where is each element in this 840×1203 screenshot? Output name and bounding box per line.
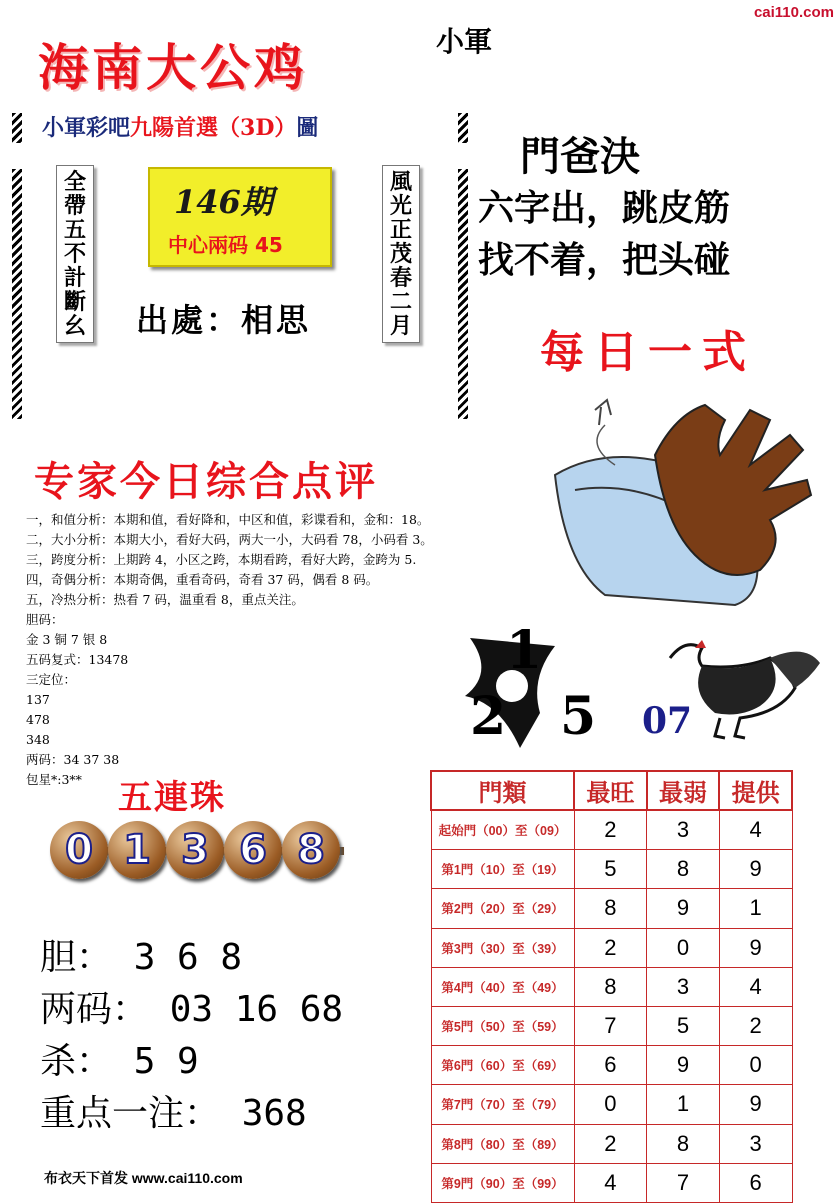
banner-title-highlight: 九陽首選（3D） bbox=[130, 115, 297, 141]
hot-value: 8 bbox=[574, 967, 647, 1006]
analysis-line: 五，冷热分析：热看 7 码，温重看 8，重点关注。 bbox=[26, 592, 304, 607]
table-row bbox=[431, 1085, 792, 1124]
zigzag-border bbox=[12, 169, 22, 419]
cold-value: 9 bbox=[647, 1046, 720, 1085]
logo-digit-1: 1 bbox=[506, 620, 543, 681]
summary-sha bbox=[40, 1036, 343, 1088]
analysis-line: 包星*:3** bbox=[26, 772, 82, 787]
hot-value: 4 bbox=[574, 1163, 647, 1202]
summary-dan bbox=[40, 932, 343, 984]
door-label: 第8門（80）至（89） bbox=[431, 1124, 574, 1163]
door-label: 第5門（50）至（59） bbox=[431, 1006, 574, 1045]
provide-value: 9 bbox=[719, 850, 792, 889]
analysis-line: 三，跨度分析：上期跨 4，小区之跨，本期看跨，看好大跨，金跨为 5. bbox=[26, 552, 417, 567]
provide-value: 4 bbox=[719, 967, 792, 1006]
provide-value: 1 bbox=[719, 889, 792, 928]
provide-value: 9 bbox=[719, 1085, 792, 1124]
poem-line-1: 六字出，跳皮筋 bbox=[478, 187, 731, 229]
cold-value: 8 bbox=[647, 1124, 720, 1163]
table-row bbox=[431, 1006, 792, 1045]
center-codes: 中心兩码 45 bbox=[168, 233, 283, 257]
table-header-row bbox=[431, 771, 792, 810]
analysis-line: 三定位： bbox=[26, 672, 77, 687]
table-row bbox=[431, 1163, 792, 1202]
door-label: 第7門（70）至（79） bbox=[431, 1085, 574, 1124]
provide-value: 2 bbox=[719, 1006, 792, 1045]
bead: 8 bbox=[282, 821, 340, 879]
table-row bbox=[431, 1124, 792, 1163]
analysis-line: 348 bbox=[26, 732, 50, 747]
provide-value: 3 bbox=[719, 1124, 792, 1163]
summary-block bbox=[40, 932, 343, 1140]
right-vertical-text: 風光正茂春二月 bbox=[382, 165, 420, 343]
door-table bbox=[430, 770, 793, 1203]
provide-value: 4 bbox=[719, 810, 792, 850]
table-row bbox=[431, 967, 792, 1006]
provide-value: 0 bbox=[719, 1046, 792, 1085]
analysis-line: 137 bbox=[26, 692, 50, 707]
bead: 0 bbox=[50, 821, 108, 879]
source-line: 出處：相思 bbox=[136, 301, 312, 339]
summary-liangma bbox=[40, 984, 343, 1036]
analysis-line: 478 bbox=[26, 712, 50, 727]
cold-value: 0 bbox=[647, 928, 720, 967]
site-url[interactable]: cai110.com bbox=[753, 4, 834, 21]
expert-title: 专家今日综合点评 bbox=[34, 458, 378, 505]
liangma-label: 两码： bbox=[40, 989, 149, 1030]
banner-title bbox=[42, 111, 318, 142]
logo-digit-5: 5 bbox=[560, 686, 597, 747]
header-cold: 最弱 bbox=[647, 771, 720, 810]
table-row bbox=[431, 1046, 792, 1085]
logo-digit-2: 2 bbox=[470, 686, 507, 747]
hand-illustration bbox=[545, 395, 835, 610]
bead: 6 bbox=[224, 821, 282, 879]
left-vertical-text: 全帶五不計斷幺 bbox=[56, 165, 94, 343]
analysis-line: 二，大小分析：本期大小，看好大码，两大一小，大码看 78，小码看 3。 bbox=[26, 532, 433, 547]
analysis-line: 胆码： bbox=[26, 612, 64, 627]
table-body bbox=[431, 810, 792, 1202]
table-row bbox=[431, 889, 792, 928]
hot-value: 2 bbox=[574, 928, 647, 967]
zigzag-border bbox=[12, 113, 22, 143]
cold-value: 9 bbox=[647, 889, 720, 928]
table-row bbox=[431, 810, 792, 850]
five-beads-title: 五連珠 bbox=[118, 778, 226, 818]
cold-value: 8 bbox=[647, 850, 720, 889]
hot-value: 8 bbox=[574, 889, 647, 928]
door-label: 第1門（10）至（19） bbox=[431, 850, 574, 889]
issue-number: 146期 bbox=[174, 183, 273, 221]
liangma-value: 03 16 68 bbox=[169, 989, 344, 1030]
cold-value: 5 bbox=[647, 1006, 720, 1045]
footer-text: 布衣天下首发 www.cai110.com bbox=[44, 1170, 243, 1186]
dan-value: 3 6 8 bbox=[133, 937, 243, 978]
poem-line-2: 找不着，把头碰 bbox=[478, 239, 731, 281]
sha-label: 杀： bbox=[40, 1041, 113, 1082]
page-title: 海南大公鸡 bbox=[38, 38, 308, 97]
bead: 1 bbox=[108, 821, 166, 879]
bead: 3 bbox=[166, 821, 224, 879]
five-beads bbox=[50, 815, 350, 895]
cold-value: 3 bbox=[647, 810, 720, 850]
analysis-line: 四，奇偶分析：本期奇偶，重看奇码，奇看 37 码，偶看 8 码。 bbox=[26, 572, 379, 587]
analysis-line: 两码：34 37 38 bbox=[26, 752, 120, 767]
hot-value: 7 bbox=[574, 1006, 647, 1045]
banner-title-brand: 小軍彩吧 bbox=[42, 115, 131, 141]
provide-value: 9 bbox=[719, 928, 792, 967]
door-label: 第9門（90）至（99） bbox=[431, 1163, 574, 1202]
sha-value: 5 9 bbox=[133, 1041, 199, 1082]
dan-label: 胆： bbox=[40, 937, 113, 978]
analysis-line: 一，和值分析：本期和值，看好降和，中区和值，彩谍看和，金和：18。 bbox=[26, 512, 430, 527]
hot-value: 0 bbox=[574, 1085, 647, 1124]
hot-value: 2 bbox=[574, 810, 647, 850]
banner-panel bbox=[12, 105, 470, 423]
analysis-list bbox=[26, 510, 546, 790]
zigzag-border bbox=[458, 113, 468, 143]
cold-value: 1 bbox=[647, 1085, 720, 1124]
hot-value: 6 bbox=[574, 1046, 647, 1085]
poem-block bbox=[478, 132, 730, 286]
zigzag-border bbox=[458, 169, 468, 419]
analysis-line: 五码复式：13478 bbox=[26, 652, 129, 667]
door-label: 起始門（00）至（09） bbox=[431, 810, 574, 850]
issue-box bbox=[148, 167, 332, 267]
summary-zhongdian bbox=[40, 1088, 343, 1140]
header-provide: 提供 bbox=[719, 771, 792, 810]
table-row bbox=[431, 850, 792, 889]
header-hot: 最旺 bbox=[574, 771, 647, 810]
hot-value: 5 bbox=[574, 850, 647, 889]
daily-title: 每日一式 bbox=[540, 327, 756, 378]
poem-heading: 門爸決 bbox=[520, 133, 640, 180]
brand-label: 小軍 bbox=[436, 25, 493, 58]
banner-title-end: 圖 bbox=[296, 115, 319, 141]
zhongdian-label: 重点一注： bbox=[40, 1093, 221, 1134]
door-label: 第6門（60）至（69） bbox=[431, 1046, 574, 1085]
door-label: 第4門（40）至（49） bbox=[431, 967, 574, 1006]
hot-value: 2 bbox=[574, 1124, 647, 1163]
provide-value: 6 bbox=[719, 1163, 792, 1202]
header-category: 門類 bbox=[431, 771, 574, 810]
door-label: 第3門（30）至（39） bbox=[431, 928, 574, 967]
cold-value: 7 bbox=[647, 1163, 720, 1202]
table-row bbox=[431, 928, 792, 967]
door-label: 第2門（20）至（29） bbox=[431, 889, 574, 928]
cold-value: 3 bbox=[647, 967, 720, 1006]
analysis-line: 金 3 铜 7 银 8 bbox=[26, 632, 108, 647]
logo-code: 07 bbox=[642, 700, 693, 742]
zhongdian-value: 368 bbox=[241, 1093, 307, 1134]
